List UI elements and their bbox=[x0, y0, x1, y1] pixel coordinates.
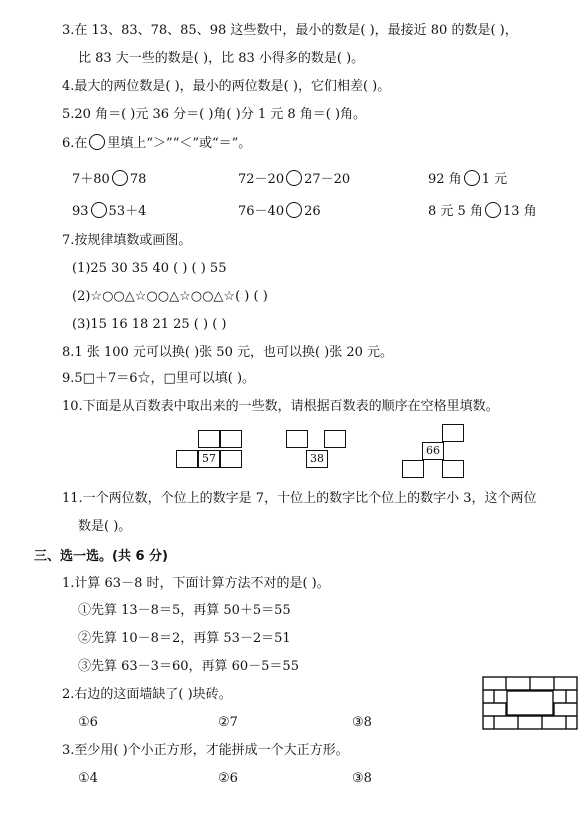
q6-expr: 8 元 5 角 bbox=[428, 204, 483, 219]
section-title: 三、选一选。(共 6 分) bbox=[34, 549, 168, 564]
q6-expr: 13 角 bbox=[502, 204, 537, 219]
q6-expr: 53＋4 bbox=[108, 204, 147, 219]
q6-r1c1 bbox=[72, 170, 146, 189]
grid-cell[interactable] bbox=[442, 424, 464, 442]
q6-title-post: 里填上“＞”“＜”或“＝”。 bbox=[107, 136, 252, 151]
q11-line2: 数是( )。 bbox=[78, 519, 132, 534]
c2-option-2[interactable]: ②7 bbox=[218, 715, 238, 730]
q4-text: 4.最大的两位数是( )，最小的两位数是( )，它们相差( )。 bbox=[62, 79, 391, 94]
compare-circle[interactable] bbox=[485, 202, 501, 218]
c3-option-2[interactable]: ②6 bbox=[218, 771, 238, 786]
c3-option-3[interactable]: ③8 bbox=[352, 771, 372, 786]
q10-text: 10.下面是从百数表中取出来的一些数，请根据百数表的顺序在空格里填数。 bbox=[62, 399, 499, 414]
c1-text: 1.计算 63－8 时，下面计算方法不对的是( )。 bbox=[62, 576, 330, 591]
grid-cell[interactable] bbox=[220, 450, 242, 468]
q6-title-pre: 6.在 bbox=[62, 136, 88, 151]
q9-text: 9.5□＋7＝6☆，□里可以填( )。 bbox=[62, 371, 256, 386]
q6-expr: 7＋80 bbox=[72, 172, 110, 187]
q3-line1: 3.在 13、83、78、85、98 这些数中，最小的数是( )，最接近 80 的数是( )， bbox=[62, 23, 518, 38]
q6-r2c1 bbox=[72, 202, 146, 221]
grid-cell[interactable] bbox=[442, 460, 464, 478]
grid-cell[interactable] bbox=[198, 430, 220, 448]
q6-expr: 78 bbox=[129, 172, 147, 187]
q3-line2: 比 83 大一些的数是( )，比 83 小得多的数是( )。 bbox=[78, 51, 365, 66]
grid-cell-66: 66 bbox=[422, 442, 444, 460]
q6-expr: 1 元 bbox=[481, 172, 508, 187]
q6-title bbox=[62, 134, 251, 153]
q6-expr: 76－40 bbox=[238, 204, 285, 219]
c1-option-2[interactable]: ②先算 10－8＝2，再算 53－2＝51 bbox=[78, 631, 291, 646]
grid-cell[interactable] bbox=[286, 430, 308, 448]
grid-cell[interactable] bbox=[324, 430, 346, 448]
q6-r1c2 bbox=[238, 170, 350, 189]
q7-line1: (1)25 30 35 40 ( ) ( ) 55 bbox=[72, 261, 227, 276]
c1-option-1[interactable]: ①先算 13－8＝5，再算 50＋5＝55 bbox=[78, 603, 291, 618]
c1-option-3[interactable]: ③先算 63－3＝60，再算 60－5＝55 bbox=[78, 659, 299, 674]
q6-expr: 26 bbox=[304, 204, 321, 219]
compare-circle[interactable] bbox=[286, 202, 302, 218]
q7-title: 7.按规律填数或画图。 bbox=[62, 233, 192, 248]
c2-text: 2.右边的这面墙缺了( )块砖。 bbox=[62, 687, 232, 702]
circle-icon bbox=[89, 134, 105, 150]
brick-wall-figure bbox=[482, 676, 578, 730]
q6-expr: 72－20 bbox=[238, 172, 285, 187]
q6-r1c3 bbox=[428, 170, 507, 189]
q8-text: 8.1 张 100 元可以换( )张 50 元，也可以换( )张 20 元。 bbox=[62, 345, 394, 360]
q7-line2: (2)☆○○△☆○○△☆○○△☆( ) ( ) bbox=[72, 289, 268, 304]
compare-circle[interactable] bbox=[91, 202, 107, 218]
q7-line3: (3)15 16 18 21 25 ( ) ( ) bbox=[72, 317, 227, 332]
c2-option-1[interactable]: ①6 bbox=[78, 715, 98, 730]
q11-line1: 11.一个两位数，个位上的数字是 7，十位上的数字比个位上的数字小 3，这个两位 bbox=[62, 491, 537, 506]
grid-cell-38: 38 bbox=[306, 450, 328, 468]
q6-r2c2 bbox=[238, 202, 321, 221]
grid-cell[interactable] bbox=[220, 430, 242, 448]
q6-r2c3 bbox=[428, 202, 537, 221]
c3-option-1[interactable]: ①4 bbox=[78, 771, 98, 786]
compare-circle[interactable] bbox=[112, 170, 128, 186]
c3-text: 3.至少用( )个小正方形，才能拼成一个大正方形。 bbox=[62, 743, 349, 758]
grid-cell-57: 57 bbox=[198, 450, 220, 468]
q5-text: 5.20 角＝( )元 36 分＝( )角( )分 1 元 8 角＝( )角。 bbox=[62, 107, 367, 122]
grid-cell[interactable] bbox=[176, 450, 198, 468]
grid-cell[interactable] bbox=[402, 460, 424, 478]
q6-expr: 93 bbox=[72, 204, 89, 219]
compare-circle[interactable] bbox=[286, 170, 302, 186]
compare-circle[interactable] bbox=[464, 170, 480, 186]
q6-expr: 27－20 bbox=[304, 172, 351, 187]
c2-option-3[interactable]: ③8 bbox=[352, 715, 372, 730]
q6-expr: 92 角 bbox=[428, 172, 462, 187]
